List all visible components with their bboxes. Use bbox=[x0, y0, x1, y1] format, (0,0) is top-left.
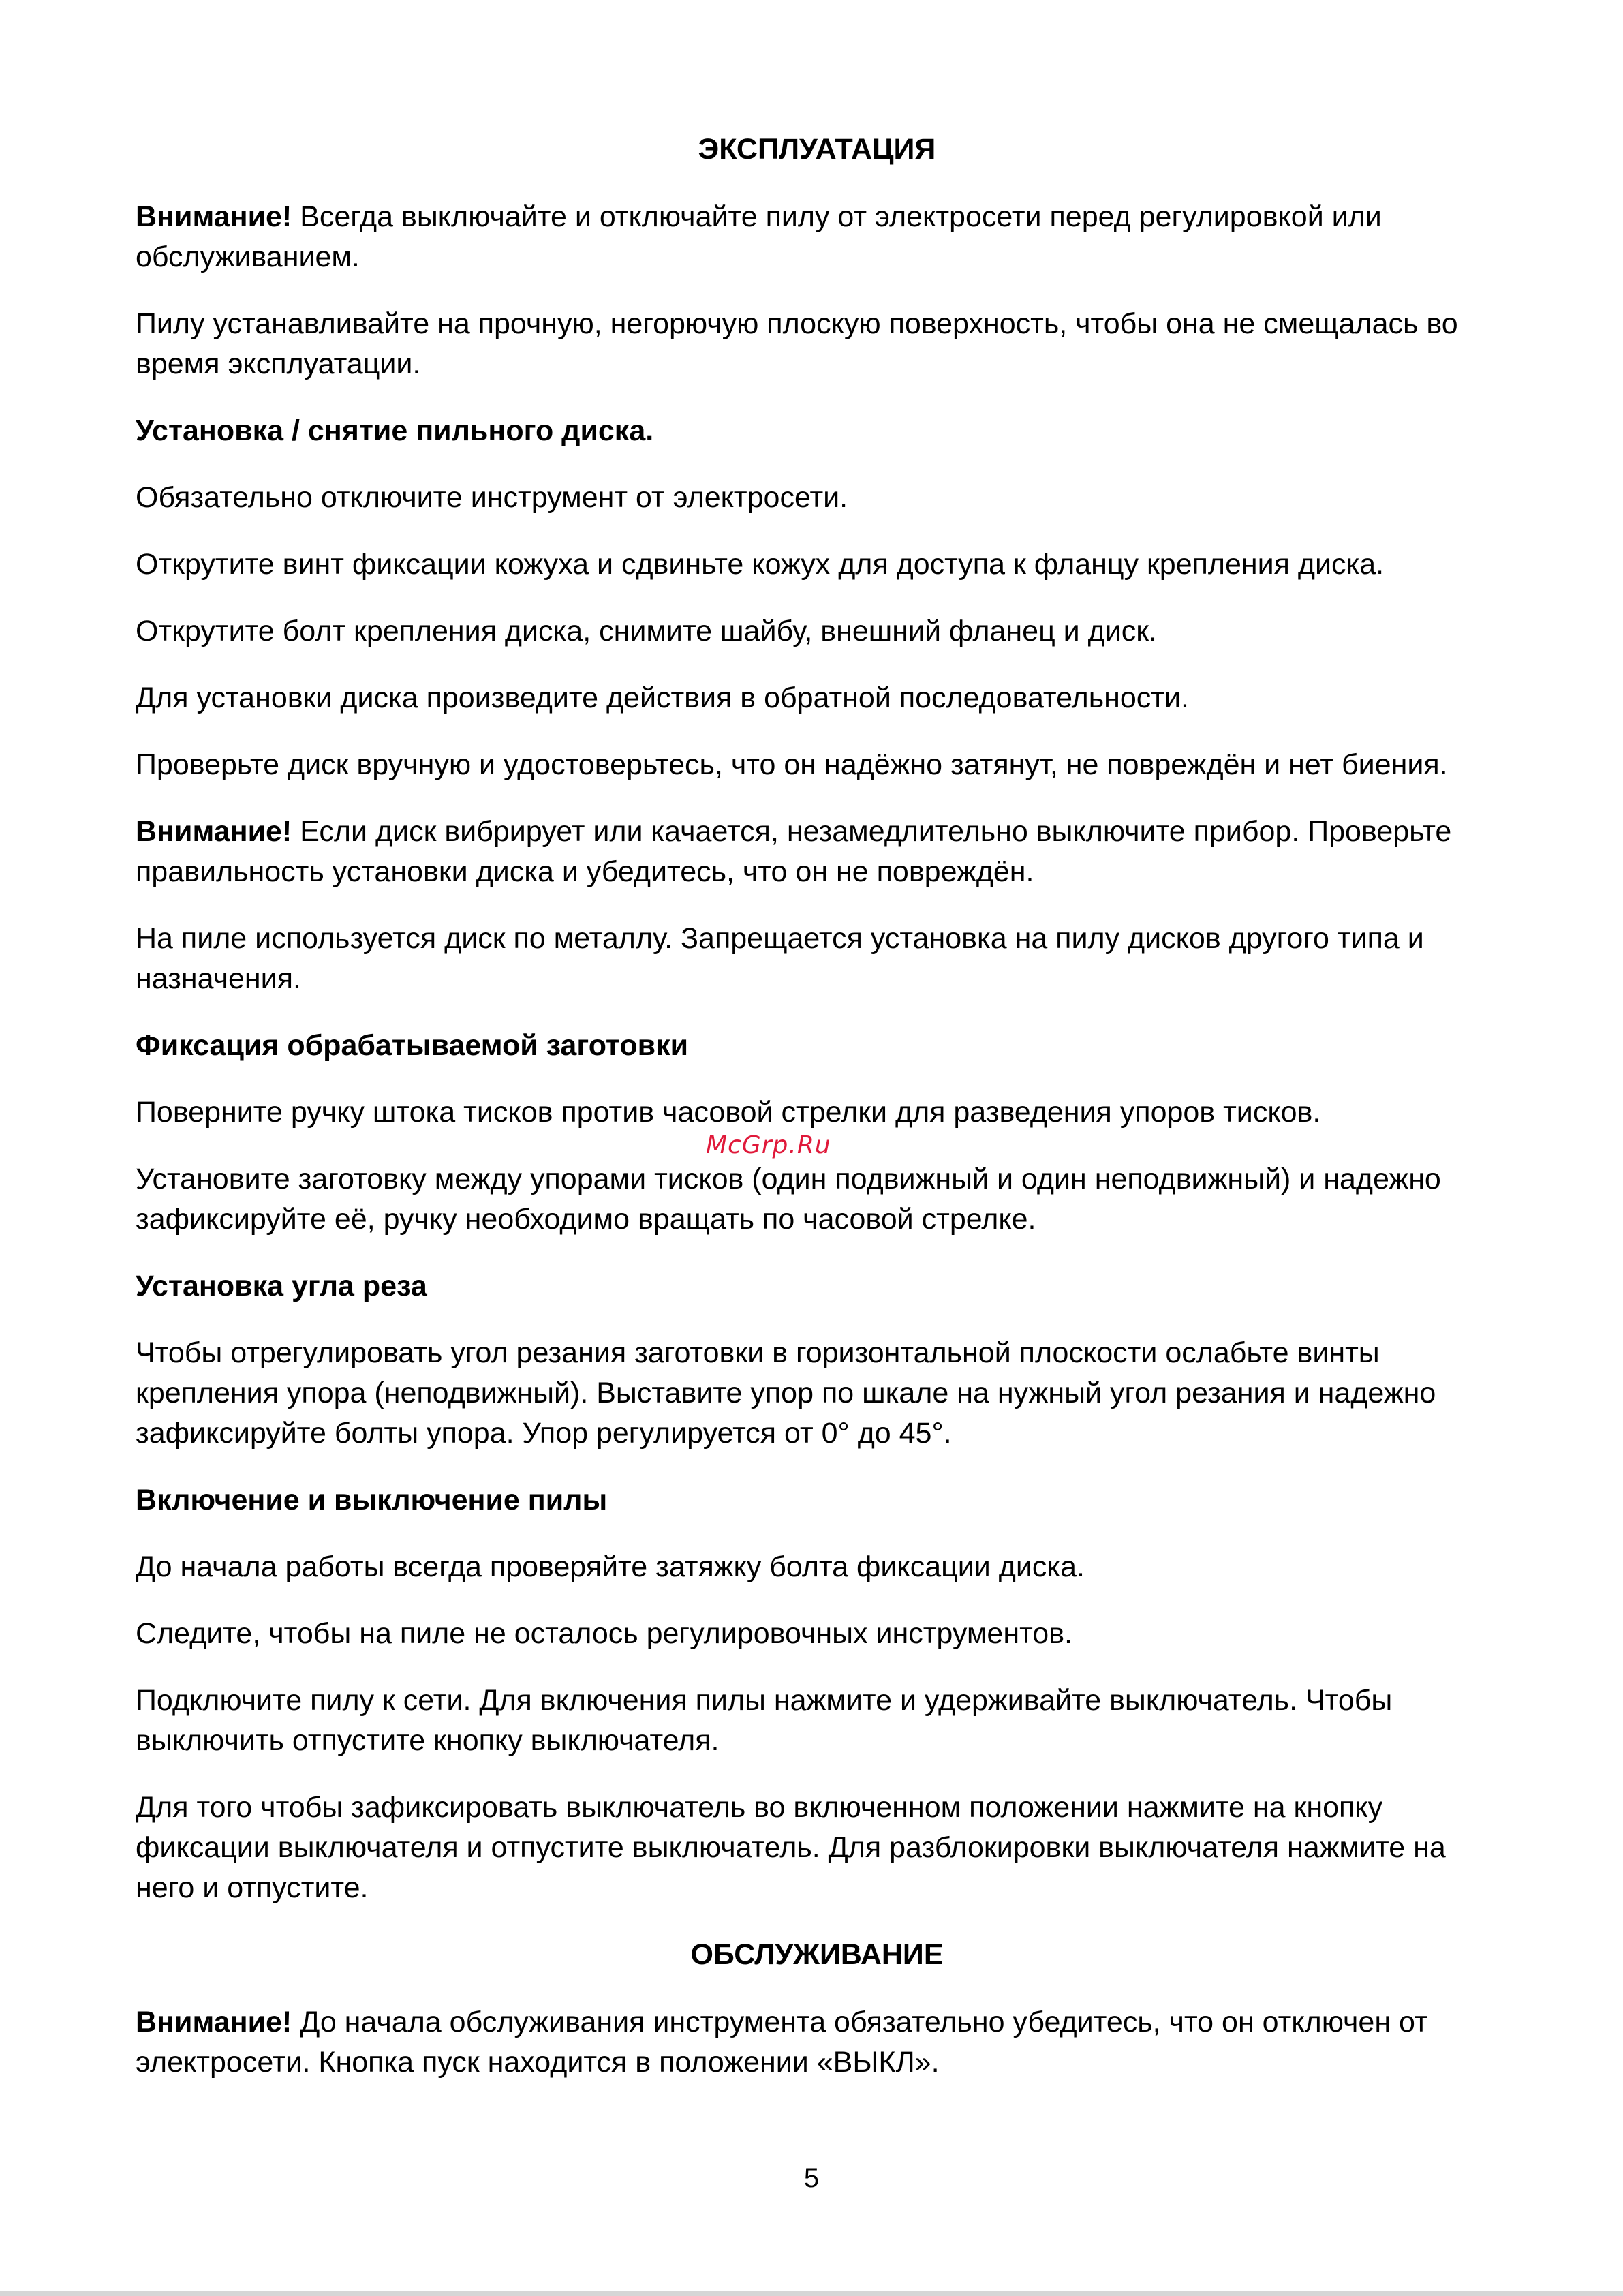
paragraph-vise-handle: Поверните ручку штока тисков против часовой стрелки для разведения упоров тисков. bbox=[136, 1096, 1321, 1129]
paragraph-check-blade: Проверьте диск вручную и удостоверьтесь, что он надёжно затянут, не повреждён и нет биения. bbox=[136, 748, 1448, 781]
paragraph-warning-vibration bbox=[136, 812, 1498, 892]
warning-label: Внимание! bbox=[136, 815, 292, 848]
warning-label: Внимание! bbox=[136, 200, 292, 233]
subheading-clamp: Фиксация обрабатываемой заготовки bbox=[136, 1029, 689, 1062]
paragraph-text: Всегда выключайте и отключайте пилу от электросети перед регулировкой или обслуживанием. bbox=[136, 200, 1382, 273]
paragraph-blade-bolt: Открутите болт крепления диска, снимите шайбу, внешний фланец и диск. bbox=[136, 615, 1157, 647]
paragraph-text: До начала обслуживания инструмента обязательно убедитесь, что он отключен от электросети. Кнопка пуск находится в положении «ВЫКЛ». bbox=[136, 2006, 1428, 2079]
subheading-angle: Установка угла реза bbox=[136, 1270, 427, 1302]
warning-label: Внимание! bbox=[136, 2006, 292, 2038]
paragraph-workpiece: Установите заготовку между упорами тисков (один подвижный и один неподвижный) и надежно зафиксируйте её, ручку необходимо вращать по часовой стрелке. bbox=[136, 1163, 1441, 1236]
document-body bbox=[136, 129, 1498, 2109]
paragraph-warning-maintenance bbox=[136, 2002, 1498, 2083]
page-number: 5 bbox=[803, 2163, 820, 2193]
paragraph-disconnect: Обязательно отключите инструмент от электросети. bbox=[136, 481, 848, 514]
paragraph-warning-unplug bbox=[136, 197, 1498, 277]
paragraph-lock-switch: Для того чтобы зафиксировать выключатель во включенном положении нажмите на кнопку фиксации выключателя и отпустите выключатель. Для разблокировки выключателя нажмите на него и отпустите. bbox=[136, 1791, 1446, 1904]
subheading-blade: Установка / снятие пильного диска. bbox=[136, 414, 654, 447]
paragraph-surface: Пилу устанавливайте на прочную, негорючую плоскую поверхность, чтобы она не смещалась во время эксплуатации. bbox=[136, 307, 1458, 380]
paragraph-power-on: Подключите пилу к сети. Для включения пилы нажмите и удерживайте выключатель. Чтобы выключить отпустите кнопку выключателя. bbox=[136, 1684, 1393, 1757]
paragraph-no-tools: Следите, чтобы на пиле не осталось регулировочных инструментов. bbox=[136, 1617, 1072, 1650]
watermark: McGrp.Ru bbox=[706, 1131, 831, 1159]
paragraph-text: Если диск вибрирует или качается, незамедлительно выключите прибор. Проверьте правильность установки диска и убедитесь, что он не повреждён. bbox=[136, 815, 1452, 888]
section-title-operation: ЭКСПЛУАТАЦИЯ bbox=[698, 133, 936, 166]
paragraph-metal-disc: На пиле используется диск по металлу. Запрещается установка на пилу дисков другого типа и назначения. bbox=[136, 922, 1424, 995]
bottom-divider bbox=[0, 2291, 1623, 2296]
subheading-switch: Включение и выключение пилы bbox=[136, 1484, 608, 1516]
paragraph-check-bolt: До начала работы всегда проверяйте затяжку болта фиксации диска. bbox=[136, 1550, 1085, 1583]
paragraph-guard-screw: Открутите винт фиксации кожуха и сдвиньте кожух для доступа к фланцу крепления диска. bbox=[136, 548, 1385, 581]
paragraph-angle-adjust: Чтобы отрегулировать угол резания заготовки в горизонтальной плоскости ослабьте винты крепления упора (неподвижный). Выставите упор по шкале на нужный угол резания и надежно зафиксируйте болты упора. Упор регулируется от 0° до 45°. bbox=[136, 1336, 1436, 1450]
paragraph-install-reverse: Для установки диска произведите действия в обратной последовательности. bbox=[136, 682, 1189, 714]
section-title-maintenance: ОБСЛУЖИВАНИЕ bbox=[690, 1938, 944, 1971]
